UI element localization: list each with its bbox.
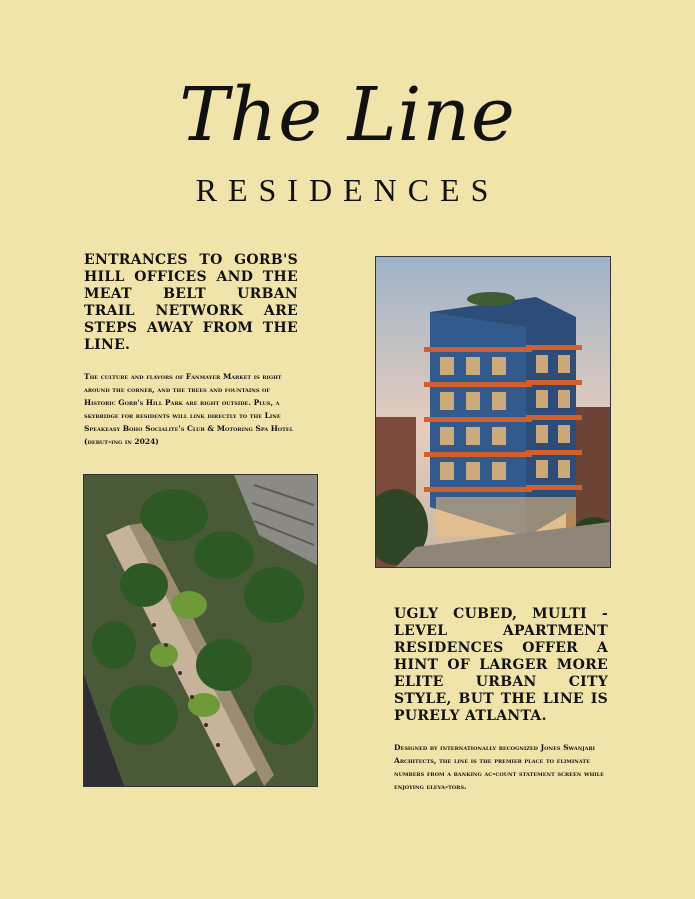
building-photo	[375, 256, 611, 568]
building-illustration	[376, 257, 610, 567]
text-block-2	[394, 606, 608, 793]
park-illustration	[84, 475, 317, 786]
body-copy-1: The culture and flavors of Fanmayer Market is right around the corner, and the trees and fountains of Historic Gorb's Hill Park are right outside. Plus, a skybridge for residents will link directly to the Line Speakeasy Boho Socialite's Club & Motoring Spa Hotel (debut-ing in 2024)	[84, 372, 294, 446]
headline-1: ENTRANCES TO GORB'S HILL OFFICES AND THE MEAT BELT URBAN TRAIL NETWORK ARE STEPS AWAY FROM THE LINE.	[84, 252, 298, 353]
headline-2: UGLY CUBED, MULTI - LEVEL APARTMENT RESIDENCES OFFER A HINT OF LARGER MORE ELITE URBAN CITY STYLE, BUT THE LINE IS PURELY ATLANTA.	[394, 606, 608, 724]
park-photo	[83, 474, 318, 787]
title-script: The Line	[179, 72, 516, 158]
title-subtitle: RESIDENCES	[195, 172, 500, 208]
text-block-1	[84, 252, 298, 448]
body-copy-2: Designed by internationally recognized Jones Swanjari Architects, the line is the premier place to eliminate numbers from a banking ac-count statement screen while enjoying eleva-tors.	[394, 743, 604, 791]
